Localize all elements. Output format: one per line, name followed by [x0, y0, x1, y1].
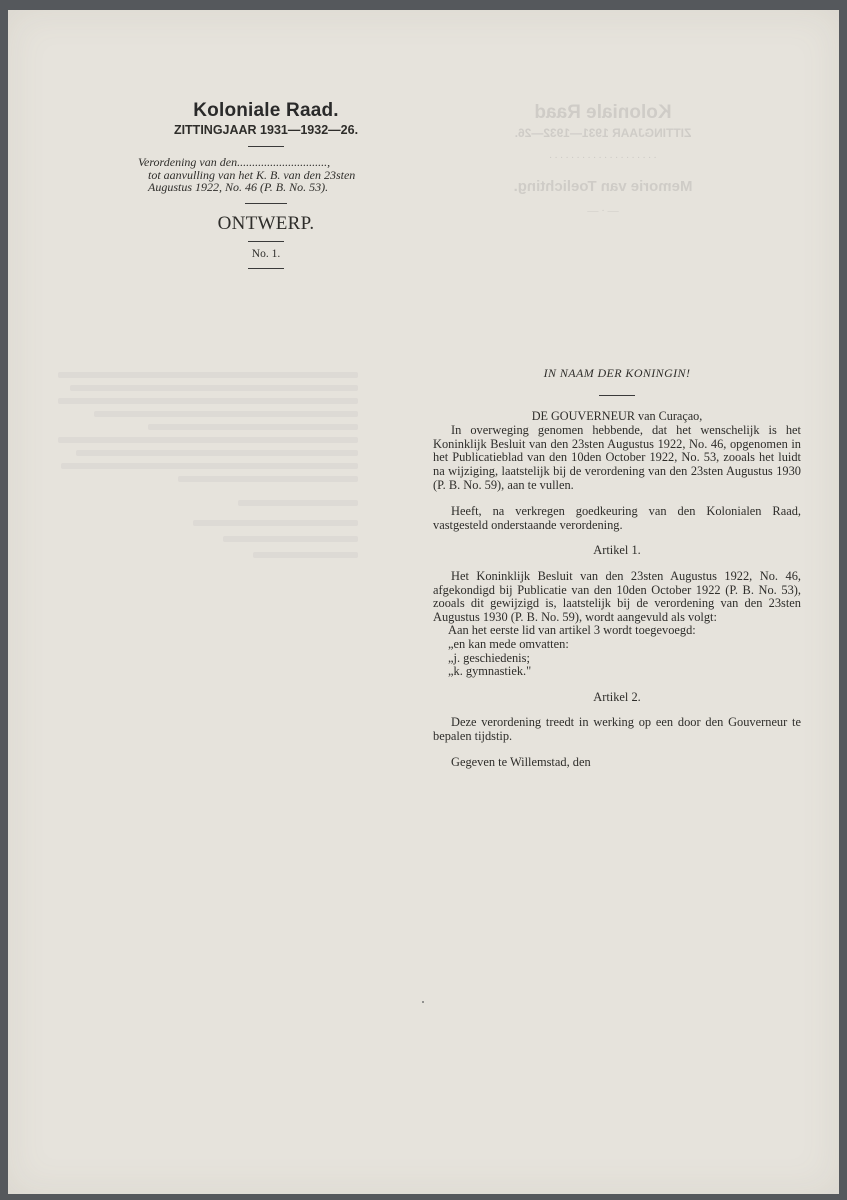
document-number: No. 1.: [251, 247, 281, 260]
article-2-heading: Artikel 2.: [593, 689, 641, 704]
ordinance-subject: [136, 156, 396, 194]
show-through-lines: [58, 365, 358, 565]
divider: [248, 146, 284, 147]
divider: [245, 203, 287, 204]
article-1-heading: Artikel 1.: [593, 543, 641, 558]
document-page: [8, 10, 839, 1194]
addition-line: „en kan mede omvatten:: [448, 636, 569, 651]
given-at-line: Gegeven te Willemstad, den: [451, 755, 591, 770]
ghost-title: Koloniale Raad: [534, 102, 672, 123]
ghost-line: · · · · · · · · · · · · · · · · · · · ·: [549, 152, 657, 164]
ordinance-text: [433, 367, 801, 770]
divider: [248, 241, 284, 242]
document-header: [136, 100, 396, 269]
divider: [248, 268, 284, 269]
addition-line: „k. gymnastiek.": [448, 664, 532, 679]
show-through-text: [478, 102, 728, 217]
subject-line: tot aanvulling van het K. B. van den 23sten: [148, 167, 356, 182]
ghost-subtitle: Memorie van Toelichting.: [513, 178, 693, 195]
enacting-paragraph: Heeft, na verkregen goedkeuring van den Kolonialen Raad, vastgesteld onderstaande verordening.: [433, 504, 801, 532]
divider: [599, 395, 635, 396]
article-2-text: Deze verordening treedt in werking op een door den Gouverneur te bepalen tijdstip.: [433, 715, 801, 743]
session-year: ZITTINGJAAR 1931—1932—26.: [173, 123, 359, 137]
addition-line: „j. geschiedenis;: [448, 650, 530, 665]
draft-label: ONTWERP.: [217, 212, 315, 234]
addition-line: Aan het eerste lid van artikel 3 wordt toegevoegd:: [448, 623, 696, 638]
article-1-additions: [433, 624, 801, 678]
ghost-session: ZITTINGJAAR 1931—1932—26.: [514, 126, 692, 140]
ghost-number: — · —: [587, 205, 619, 217]
subject-line: Augustus 1922, No. 46 (P. B. No. 53).: [148, 180, 329, 194]
article-1-text: Het Koninklijk Besluit van den 23sten Augustus 1922, No. 46, afgekondigd bij Publicatie van den 10den October 1922 (P. B. No. 53), zooals dit gewijzigd is, laatstelijk bij de verordening van den 23sten Augustus 1930 (P. B. No. 59), wordt aangevuld als volgt:: [433, 568, 801, 624]
preamble-paragraph: In overweging genomen hebbende, dat het wenschelijk is het Koninklijk Besluit van den 23sten Augustus 1922, No. 46, opgenomen in het Publicatieblad van den 10den October 1922, No. 53, zooals het luidt na wijziging, laatstelijk bij de verordening van den 23sten Augustus 1930 (P. B. No. 59), aan te vullen.: [433, 423, 801, 492]
subject-line: Verordening van den..............................,: [138, 155, 331, 169]
royal-motto: IN NAAM DER KONINGIN!: [543, 366, 691, 380]
governor-line: DE GOUVERNEUR van Curaçao,: [531, 408, 703, 423]
paper-speck: [422, 1001, 424, 1003]
council-title: Koloniale Raad.: [193, 100, 339, 121]
